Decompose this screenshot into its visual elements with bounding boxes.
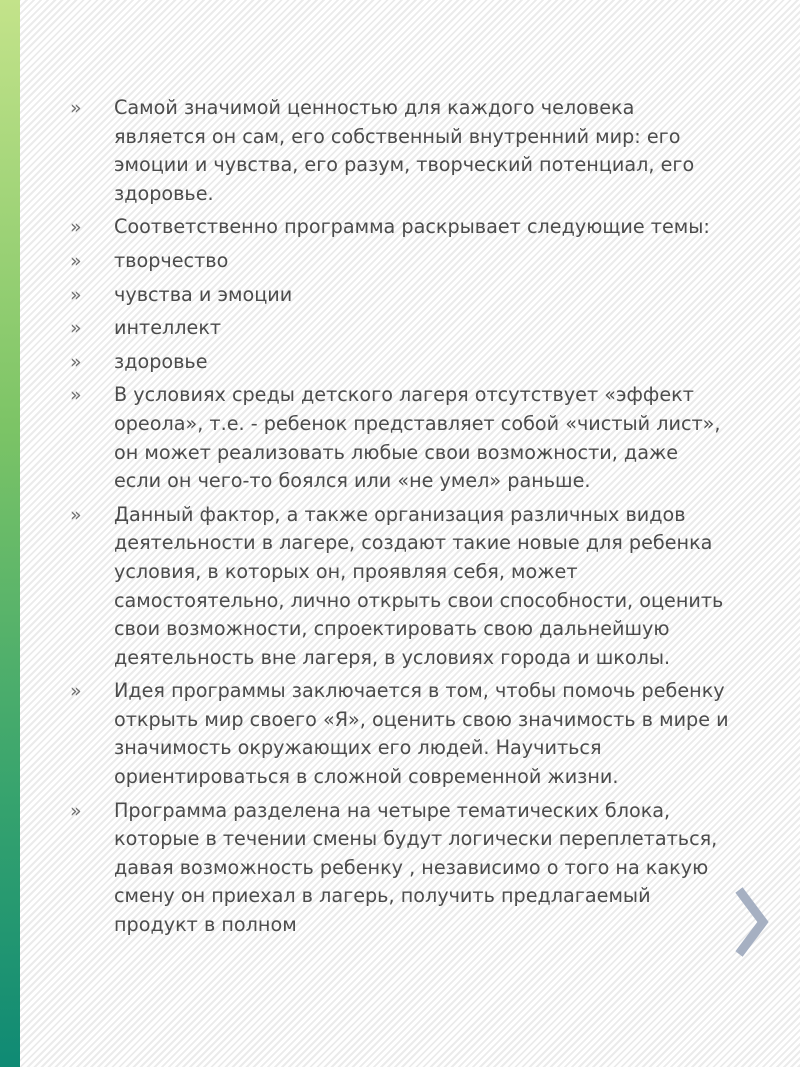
bullet-marker: » (70, 97, 82, 119)
bullet-item (70, 213, 730, 242)
bullet-text: интеллект (114, 316, 222, 340)
bullet-text: Соответственно программа раскрывает следующие темы: (114, 215, 710, 239)
bullet-marker: » (70, 249, 82, 272)
bullet-item (70, 314, 730, 343)
next-slide-button[interactable] (727, 882, 777, 962)
bullet-text: здоровье (114, 349, 208, 373)
bullet-item (70, 797, 730, 940)
bullet-item (70, 94, 730, 208)
bullet-text: творчество (114, 248, 229, 272)
slide-title (60, 50, 740, 84)
bullet-marker: » (70, 317, 82, 340)
bullet-marker: » (70, 680, 82, 703)
chevron-right-icon (727, 882, 777, 962)
bullet-item (70, 677, 730, 791)
bullet-item (70, 281, 730, 310)
bullet-marker: » (70, 283, 82, 306)
slide-content (70, 94, 730, 1067)
bullet-marker: » (70, 503, 82, 526)
green-accent-bar (0, 0, 20, 1067)
bullet-text: Идея программы заключается в том, чтобы помочь ребенку открыть мир своего «Я», оценить свою значимость в мире и значимость окружающих его людей. Научиться ориентироваться в сложной современной жизни. (114, 679, 729, 789)
bullet-item (70, 381, 730, 495)
bullet-item (70, 348, 730, 377)
bullet-text: Самой значимой ценностью для каждого человека является он сам, его собственный внутренний мир: его эмоции и чувства, его разум, творческий потенциал, его здоровье. (114, 96, 695, 205)
bullet-text: Данный фактор, а также организация различных видов деятельности в лагере, создают такие новые для ребенка условия, в которых он, проявляя себя, может самостоятельно, лично открыть свои способности, оценить свои возможности, спроектировать свою дальнейшую деятельность вне лагеря, в условиях города и школы. (114, 502, 724, 669)
bullet-text: чувства и эмоции (114, 282, 293, 306)
bullet-text: В условиях среды детского лагеря отсутствует «эффект ореола», т.е. - ребенок представляет собой «чистый лист», он может реализовать любые свои возможности, даже если он чего-то боялся или «не умел» раньше. (114, 383, 721, 493)
bullet-item (70, 247, 730, 276)
bullet-marker: » (70, 350, 82, 373)
bullet-marker: » (70, 384, 82, 407)
bullet-marker: » (70, 799, 82, 822)
bullet-marker: » (70, 216, 82, 239)
bullet-text: Программа разделена на четыре тематических блока, которые в течении смены будут логически переплетаться, давая возможность ребенку , независимо о того на какую смену он приехал в лагерь, получить предлагаемый продукт в полном (114, 798, 718, 937)
bullet-item (70, 501, 730, 673)
